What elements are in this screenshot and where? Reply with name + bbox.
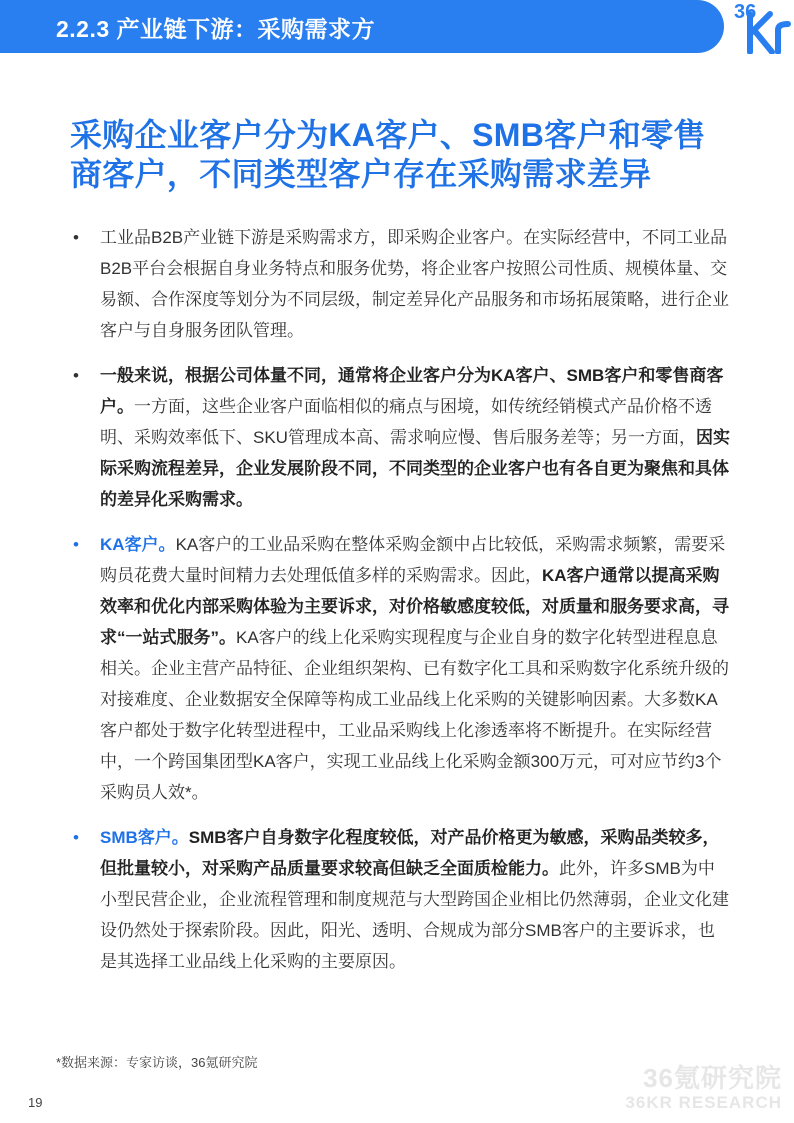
- bullet-ka-customers: [70, 529, 730, 808]
- bullet-smb-customers: [70, 822, 730, 977]
- bullet-text: [100, 822, 730, 977]
- 36kr-logo: [730, 0, 794, 54]
- page-heading: [70, 116, 730, 194]
- bullet-segment: 工业品B2B产业链下游是采购需求方，即采购企业客户。在实际经营中，不同工业品B2B平台会根据自身业务特点和服务优势，将企业客户按照公司性质、规模体量、交易额、合作深度等划分为不同层级，制定差异化产品服务和市场拓展策略，进行企业客户与自身服务团队管理。: [100, 228, 729, 340]
- bullet-segment: KA客户的工业品采购在整体采购金额中占比较低，采购需求频繁，需要采购员花费大量时间精力去处理低值多样的采购需求。因此，: [100, 535, 726, 585]
- bullet-list: [70, 222, 730, 991]
- bullet-downstream-overview: [70, 222, 730, 346]
- bullet-marker: •: [73, 828, 79, 847]
- 36kr-research-watermark: [612, 1058, 782, 1113]
- bullet-text: [100, 222, 730, 346]
- bullet-bold-segment: 因实际采购流程差异，企业发展阶段不同，不同类型的企业客户也有各自更为聚焦和具体的差异化采购需求。: [100, 428, 730, 509]
- bullet-text: [100, 360, 730, 515]
- page-number: 19: [28, 1095, 43, 1110]
- bullet-marker: •: [73, 228, 79, 247]
- bullet-bold-segment: 一般来说，根据公司体量不同，通常将企业客户分为KA客户、SMB客户和零售商客户。: [100, 366, 724, 416]
- watermark-cn: 36氪研究院: [643, 1063, 782, 1093]
- page-heading-line-1: 采购企业客户分为KA客户、SMB客户和零售: [70, 117, 706, 153]
- bullet-bold-segment: KA客户通常以提高采购效率和优化内部采购体验为主要诉求，对价格敏感度较低，对质量和服务要求高，寻求“一站式服务”。: [100, 566, 729, 647]
- watermark-en: 36KR RESEARCH: [625, 1093, 782, 1112]
- bullet-label-ka: KA客户。: [100, 535, 176, 554]
- bullet-segment: KA客户的线上化采购实现程度与企业自身的数字化转型进程息息相关。企业主营产品特征、企业组织架构、已有数字化工具和采购数字化系统升级的对接难度、企业数据安全保障等构成工业品线上化采购的关键影响因素。大多数KA客户都处于数字化转型进程中，工业品采购线上化渗透率将不断提升。在实际经营中，一个跨国集团型KA客户，实现工业品线上化采购金额300万元，可对应节约3个采购员人效*。: [100, 628, 729, 802]
- page-heading-line-2: 商客户，不同类型客户存在采购需求差异: [70, 156, 652, 192]
- section-header-bar: [0, 0, 724, 53]
- bullet-segment: 一方面，这些企业客户面临相似的痛点与困境，如传统经销模式产品价格不透明、采购效率低下、SKU管理成本高、需求响应慢、售后服务差等；另一方面，: [100, 397, 712, 447]
- logo-36-text: 36: [734, 1, 757, 23]
- bullet-marker: •: [73, 535, 79, 554]
- bullet-customer-segmentation: [70, 360, 730, 515]
- bullet-bold-segment: SMB客户自身数字化程度较低，对产品价格更为敏感，采购品类较多，但批量较小，对采购产品质量要求较高但缺乏全面质检能力。: [100, 828, 720, 878]
- bullet-text: [100, 529, 730, 808]
- bullet-marker: •: [73, 366, 79, 385]
- bullet-label-smb: SMB客户。: [100, 828, 189, 847]
- bullet-segment: 此外，许多SMB为中小型民营企业，企业流程管理和制度规范与大型跨国企业相比仍然薄弱，企业文化建设仍然处于探索阶段。因此，阳光、透明、合规成为部分SMB客户的主要诉求，也是其选择工业品线上化采购的主要原因。: [100, 859, 729, 971]
- section-title: 2.2.3 产业链下游：采购需求方: [56, 16, 376, 42]
- data-source-note: *数据来源：专家访谈，36氪研究院: [56, 1055, 258, 1070]
